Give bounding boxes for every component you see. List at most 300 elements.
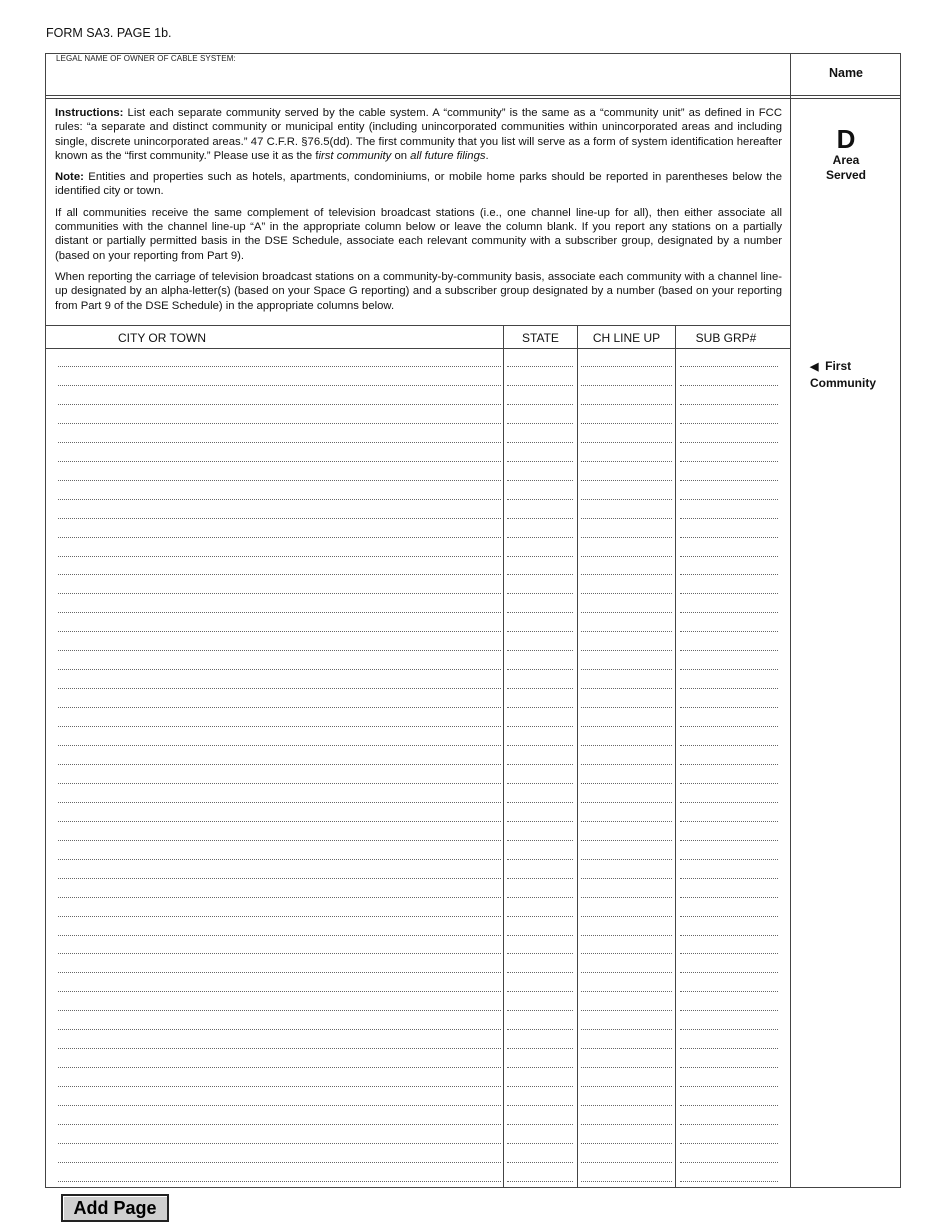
instructions-paragraph xyxy=(55,106,782,163)
state-field[interactable] xyxy=(507,851,573,870)
table-row xyxy=(46,510,790,529)
sub-grp-field[interactable] xyxy=(680,699,778,718)
ch-line-up-field[interactable] xyxy=(581,434,672,453)
dotted-leader xyxy=(507,1124,573,1125)
table-row xyxy=(46,661,790,680)
sub-grp-field[interactable] xyxy=(680,680,778,699)
sub-grp-field[interactable] xyxy=(680,642,778,661)
sub-grp-field[interactable] xyxy=(680,756,778,775)
state-field[interactable] xyxy=(507,870,573,889)
header-divider xyxy=(45,98,901,99)
sidebar-divider xyxy=(790,53,791,1188)
note-paragraph xyxy=(55,170,782,199)
city-field[interactable] xyxy=(58,945,501,964)
table-row xyxy=(46,908,790,927)
ch-line-up-field[interactable] xyxy=(581,813,672,832)
ch-line-up-field[interactable] xyxy=(581,983,672,1002)
ch-line-up-field[interactable] xyxy=(581,756,672,775)
column-header-ch-line-up: CH LINE UP xyxy=(592,331,661,345)
dotted-leader xyxy=(680,574,778,575)
city-field[interactable] xyxy=(58,1097,501,1116)
sub-grp-field[interactable] xyxy=(680,566,778,585)
ch-line-up-field[interactable] xyxy=(581,775,672,794)
city-field[interactable] xyxy=(58,566,501,585)
city-field[interactable] xyxy=(58,472,501,491)
dotted-leader xyxy=(680,366,778,367)
dotted-leader xyxy=(507,1105,573,1106)
dotted-leader xyxy=(581,1181,672,1182)
dotted-leader xyxy=(507,556,573,557)
state-field[interactable] xyxy=(507,585,573,604)
ch-line-up-field[interactable] xyxy=(581,1040,672,1059)
state-field[interactable] xyxy=(507,510,573,529)
dotted-leader xyxy=(507,499,573,500)
state-field[interactable] xyxy=(507,434,573,453)
ch-line-up-field[interactable] xyxy=(581,964,672,983)
table-row xyxy=(46,1154,790,1173)
state-field[interactable] xyxy=(507,548,573,567)
city-field[interactable] xyxy=(58,661,501,680)
table-row xyxy=(46,415,790,434)
table-row xyxy=(46,889,790,908)
dotted-leader xyxy=(58,556,501,557)
sub-grp-field[interactable] xyxy=(680,927,778,946)
sub-grp-field[interactable] xyxy=(680,548,778,567)
dotted-leader xyxy=(581,537,672,538)
ch-line-up-field[interactable] xyxy=(581,870,672,889)
city-field[interactable] xyxy=(58,756,501,775)
dotted-leader xyxy=(507,707,573,708)
dotted-leader xyxy=(680,878,778,879)
city-field[interactable] xyxy=(58,775,501,794)
dotted-leader xyxy=(507,518,573,519)
dotted-leader xyxy=(581,1048,672,1049)
city-field[interactable] xyxy=(58,851,501,870)
column-header-city: CITY OR TOWN xyxy=(117,331,206,345)
city-field[interactable] xyxy=(58,889,501,908)
city-field[interactable] xyxy=(58,737,501,756)
state-field[interactable] xyxy=(507,680,573,699)
dotted-leader xyxy=(680,442,778,443)
city-field[interactable] xyxy=(58,1059,501,1078)
sub-grp-field[interactable] xyxy=(680,472,778,491)
table-row xyxy=(46,604,790,623)
city-field[interactable] xyxy=(58,548,501,567)
dotted-leader xyxy=(58,1029,501,1030)
dotted-leader xyxy=(58,537,501,538)
ch-line-up-field[interactable] xyxy=(581,472,672,491)
state-field[interactable] xyxy=(507,1021,573,1040)
state-field[interactable] xyxy=(507,529,573,548)
ch-line-up-field[interactable] xyxy=(581,1154,672,1173)
sub-grp-field[interactable] xyxy=(680,983,778,1002)
city-field[interactable] xyxy=(58,983,501,1002)
ch-line-up-field[interactable] xyxy=(581,453,672,472)
sub-grp-field[interactable] xyxy=(680,1173,778,1192)
state-field[interactable] xyxy=(507,1135,573,1154)
dotted-leader xyxy=(680,631,778,632)
state-field[interactable] xyxy=(507,927,573,946)
instructions-heading: Instructions: xyxy=(55,107,124,119)
dotted-leader xyxy=(507,480,573,481)
ch-line-up-field[interactable] xyxy=(581,358,672,377)
city-field[interactable] xyxy=(58,964,501,983)
state-field[interactable] xyxy=(507,396,573,415)
sub-grp-field[interactable] xyxy=(680,794,778,813)
sub-grp-field[interactable] xyxy=(680,434,778,453)
dotted-leader xyxy=(58,935,501,936)
ch-line-up-field[interactable] xyxy=(581,529,672,548)
city-field[interactable] xyxy=(58,908,501,927)
add-page-button[interactable]: Add Page xyxy=(61,1194,169,1222)
ch-line-up-field[interactable] xyxy=(581,927,672,946)
ch-line-up-field[interactable] xyxy=(581,889,672,908)
state-field[interactable] xyxy=(507,377,573,396)
sub-grp-field[interactable] xyxy=(680,358,778,377)
dotted-leader xyxy=(680,764,778,765)
table-row xyxy=(46,566,790,585)
ch-line-up-field[interactable] xyxy=(581,377,672,396)
sub-grp-field[interactable] xyxy=(680,718,778,737)
dotted-leader xyxy=(58,631,501,632)
sub-grp-field[interactable] xyxy=(680,415,778,434)
dotted-leader xyxy=(58,878,501,879)
dotted-leader xyxy=(680,840,778,841)
dotted-leader xyxy=(680,1143,778,1144)
city-field[interactable] xyxy=(58,434,501,453)
ch-line-up-field[interactable] xyxy=(581,1002,672,1021)
dotted-leader xyxy=(58,707,501,708)
instructions-text: List each separate community served by the cable system. A “community” is the same as a “community unit” as defined in FCC rules: “a separate and distinct community or municipal entity (including unincorporated communities within unincorporated areas and including single, discrete unincorporated areas.” 47 C.F.R. §76.5(dd). The first community that you list will serve as a form of system identification hereafter known as the “first community.” Please use it as the f xyxy=(55,107,782,162)
ch-line-up-field[interactable] xyxy=(581,1173,672,1192)
table-row xyxy=(46,870,790,889)
state-field[interactable] xyxy=(507,1059,573,1078)
sub-grp-field[interactable] xyxy=(680,453,778,472)
city-field[interactable] xyxy=(58,1021,501,1040)
table-row xyxy=(46,699,790,718)
ch-line-up-field[interactable] xyxy=(581,737,672,756)
sub-grp-field[interactable] xyxy=(680,1097,778,1116)
table-row xyxy=(46,377,790,396)
sub-grp-field[interactable] xyxy=(680,529,778,548)
ch-line-up-field[interactable] xyxy=(581,510,672,529)
state-field[interactable] xyxy=(507,889,573,908)
state-field[interactable] xyxy=(507,453,573,472)
sub-grp-field[interactable] xyxy=(680,661,778,680)
city-field[interactable] xyxy=(58,1154,501,1173)
ch-line-up-field[interactable] xyxy=(581,908,672,927)
dotted-leader xyxy=(581,556,672,557)
dotted-leader xyxy=(680,461,778,462)
city-field[interactable] xyxy=(58,510,501,529)
legal-name-field[interactable] xyxy=(55,64,789,94)
dotted-leader xyxy=(507,385,573,386)
ch-line-up-field[interactable] xyxy=(581,548,672,567)
dotted-leader xyxy=(581,423,672,424)
sub-grp-field[interactable] xyxy=(680,377,778,396)
dotted-leader xyxy=(680,897,778,898)
city-field[interactable] xyxy=(58,699,501,718)
dotted-leader xyxy=(507,574,573,575)
dotted-leader xyxy=(58,669,501,670)
ch-line-up-field[interactable] xyxy=(581,699,672,718)
sub-grp-field[interactable] xyxy=(680,1021,778,1040)
table-row xyxy=(46,623,790,642)
table-row xyxy=(46,1097,790,1116)
city-field[interactable] xyxy=(58,1040,501,1059)
state-field[interactable] xyxy=(507,472,573,491)
ch-line-up-field[interactable] xyxy=(581,415,672,434)
dotted-leader xyxy=(581,1143,672,1144)
table-row xyxy=(46,832,790,851)
city-field[interactable] xyxy=(58,396,501,415)
state-field[interactable] xyxy=(507,1040,573,1059)
city-field[interactable] xyxy=(58,585,501,604)
table-row xyxy=(46,983,790,1002)
city-field[interactable] xyxy=(58,604,501,623)
dotted-leader xyxy=(507,461,573,462)
sub-grp-field[interactable] xyxy=(680,510,778,529)
state-field[interactable] xyxy=(507,756,573,775)
dotted-leader xyxy=(58,1181,501,1182)
dotted-leader xyxy=(581,574,672,575)
city-field[interactable] xyxy=(58,415,501,434)
instructions-emphasis: irst community xyxy=(318,149,392,162)
dotted-leader xyxy=(507,1048,573,1049)
dotted-leader xyxy=(507,821,573,822)
state-field[interactable] xyxy=(507,1173,573,1192)
city-field[interactable] xyxy=(58,1116,501,1135)
ch-line-up-field[interactable] xyxy=(581,851,672,870)
dotted-leader xyxy=(680,1162,778,1163)
sub-grp-field[interactable] xyxy=(680,737,778,756)
table-header-border xyxy=(45,348,791,349)
state-field[interactable] xyxy=(507,661,573,680)
dotted-leader xyxy=(507,1181,573,1182)
ch-line-up-field[interactable] xyxy=(581,718,672,737)
state-field[interactable] xyxy=(507,699,573,718)
dotted-leader xyxy=(507,726,573,727)
ch-line-up-field[interactable] xyxy=(581,1135,672,1154)
dotted-leader xyxy=(581,935,672,936)
sub-grp-field[interactable] xyxy=(680,623,778,642)
ch-line-up-field[interactable] xyxy=(581,945,672,964)
ch-line-up-field[interactable] xyxy=(581,566,672,585)
ch-line-up-field[interactable] xyxy=(581,1078,672,1097)
dotted-leader xyxy=(680,1010,778,1011)
ch-line-up-field[interactable] xyxy=(581,604,672,623)
dotted-leader xyxy=(680,1067,778,1068)
state-field[interactable] xyxy=(507,1078,573,1097)
dotted-leader xyxy=(58,953,501,954)
city-field[interactable] xyxy=(58,1078,501,1097)
sub-grp-field[interactable] xyxy=(680,832,778,851)
ch-line-up-field[interactable] xyxy=(581,1021,672,1040)
state-field[interactable] xyxy=(507,908,573,927)
dotted-leader xyxy=(680,1181,778,1182)
ch-line-up-field[interactable] xyxy=(581,585,672,604)
ch-line-up-field[interactable] xyxy=(581,1059,672,1078)
sub-grp-field[interactable] xyxy=(680,1116,778,1135)
dotted-leader xyxy=(680,783,778,784)
sub-grp-field[interactable] xyxy=(680,604,778,623)
state-field[interactable] xyxy=(507,813,573,832)
sub-grp-field[interactable] xyxy=(680,775,778,794)
sub-grp-field[interactable] xyxy=(680,1002,778,1021)
state-field[interactable] xyxy=(507,1116,573,1135)
city-field[interactable] xyxy=(58,813,501,832)
state-field[interactable] xyxy=(507,718,573,737)
dotted-leader xyxy=(581,404,672,405)
dotted-leader xyxy=(507,916,573,917)
city-field[interactable] xyxy=(58,718,501,737)
dotted-leader xyxy=(680,745,778,746)
city-field[interactable] xyxy=(58,623,501,642)
dotted-leader xyxy=(581,802,672,803)
dotted-leader xyxy=(58,1105,501,1106)
state-field[interactable] xyxy=(507,794,573,813)
dotted-leader xyxy=(680,612,778,613)
note-heading: Note: xyxy=(55,171,84,184)
ch-line-up-field[interactable] xyxy=(581,1116,672,1135)
dotted-leader xyxy=(680,935,778,936)
sub-grp-field[interactable] xyxy=(680,908,778,927)
sub-grp-field[interactable] xyxy=(680,945,778,964)
dotted-leader xyxy=(58,1162,501,1163)
dotted-leader xyxy=(680,688,778,689)
dotted-leader xyxy=(581,461,672,462)
state-field[interactable] xyxy=(507,415,573,434)
ch-line-up-field[interactable] xyxy=(581,680,672,699)
ch-line-up-field[interactable] xyxy=(581,661,672,680)
city-field[interactable] xyxy=(58,358,501,377)
state-field[interactable] xyxy=(507,737,573,756)
ch-line-up-field[interactable] xyxy=(581,491,672,510)
sub-grp-field[interactable] xyxy=(680,1154,778,1173)
instructions-paragraph: If all communities receive the same complement of television broadcast stations (i.e., one channel line-up for all), then either associate all communities with the channel line-up “A” in the appropriate column below or leave the column blank. If you report any stations on a partially distant or partially permitted basis in the DSE Schedule, associate each relevant community with a subscriber group, designated by a number (based on your reporting from Part 9). xyxy=(55,206,782,262)
sub-grp-field[interactable] xyxy=(680,1078,778,1097)
instructions-emphasis: all future filings xyxy=(410,149,486,162)
state-field[interactable] xyxy=(507,623,573,642)
column-header-sub-grp: SUB GRP# xyxy=(695,331,757,345)
dotted-leader xyxy=(507,897,573,898)
ch-line-up-field[interactable] xyxy=(581,794,672,813)
dotted-leader xyxy=(507,878,573,879)
dotted-leader xyxy=(581,1124,672,1125)
sub-grp-field[interactable] xyxy=(680,396,778,415)
dotted-leader xyxy=(507,802,573,803)
dotted-leader xyxy=(507,953,573,954)
dotted-leader xyxy=(507,537,573,538)
ch-line-up-field[interactable] xyxy=(581,832,672,851)
dotted-leader xyxy=(680,707,778,708)
state-field[interactable] xyxy=(507,1154,573,1173)
state-field[interactable] xyxy=(507,491,573,510)
state-field[interactable] xyxy=(507,358,573,377)
dotted-leader xyxy=(507,612,573,613)
dotted-leader xyxy=(507,366,573,367)
state-field[interactable] xyxy=(507,832,573,851)
dotted-leader xyxy=(581,764,672,765)
sub-grp-field[interactable] xyxy=(680,585,778,604)
city-field[interactable] xyxy=(58,1135,501,1154)
dotted-leader xyxy=(507,764,573,765)
table-row xyxy=(46,1002,790,1021)
sub-grp-field[interactable] xyxy=(680,491,778,510)
dotted-leader xyxy=(680,1086,778,1087)
dotted-leader xyxy=(58,385,501,386)
note-text: Entities and properties such as hotels, apartments, condominiums, or mobile home parks should be reported in parentheses below the identified city or town. xyxy=(55,171,782,198)
state-field[interactable] xyxy=(507,604,573,623)
dotted-leader xyxy=(680,859,778,860)
table-row xyxy=(46,775,790,794)
dotted-leader xyxy=(581,631,672,632)
dotted-leader xyxy=(58,991,501,992)
space-title-line: Area xyxy=(832,153,860,167)
sub-grp-field[interactable] xyxy=(680,851,778,870)
sub-grp-field[interactable] xyxy=(680,870,778,889)
city-field[interactable] xyxy=(58,1002,501,1021)
sub-grp-field[interactable] xyxy=(680,813,778,832)
sub-grp-field[interactable] xyxy=(680,1040,778,1059)
state-field[interactable] xyxy=(507,1097,573,1116)
city-field[interactable] xyxy=(58,870,501,889)
dotted-leader xyxy=(680,1029,778,1030)
sub-grp-field[interactable] xyxy=(680,1059,778,1078)
dotted-leader xyxy=(581,916,672,917)
left-arrow-icon: ◀ xyxy=(810,361,819,373)
dotted-leader xyxy=(680,423,778,424)
dotted-leader xyxy=(507,783,573,784)
dotted-leader xyxy=(58,972,501,973)
city-field[interactable] xyxy=(58,377,501,396)
first-community-marker xyxy=(810,358,876,391)
state-field[interactable] xyxy=(507,642,573,661)
city-field[interactable] xyxy=(58,832,501,851)
table-top-border xyxy=(45,325,791,326)
city-field[interactable] xyxy=(58,491,501,510)
table-row xyxy=(46,794,790,813)
state-field[interactable] xyxy=(507,964,573,983)
state-field[interactable] xyxy=(507,945,573,964)
ch-line-up-field[interactable] xyxy=(581,623,672,642)
ch-line-up-field[interactable] xyxy=(581,642,672,661)
dotted-leader xyxy=(58,1067,501,1068)
state-field[interactable] xyxy=(507,1002,573,1021)
city-field[interactable] xyxy=(58,680,501,699)
dotted-leader xyxy=(680,499,778,500)
city-field[interactable] xyxy=(58,794,501,813)
city-field[interactable] xyxy=(58,927,501,946)
table-row xyxy=(46,964,790,983)
state-field[interactable] xyxy=(507,775,573,794)
city-field[interactable] xyxy=(58,529,501,548)
dotted-leader xyxy=(680,802,778,803)
sub-grp-field[interactable] xyxy=(680,889,778,908)
dotted-leader xyxy=(507,593,573,594)
city-field[interactable] xyxy=(58,642,501,661)
city-field[interactable] xyxy=(58,453,501,472)
dotted-leader xyxy=(581,1029,672,1030)
state-field[interactable] xyxy=(507,983,573,1002)
table-row xyxy=(46,718,790,737)
sub-grp-field[interactable] xyxy=(680,1135,778,1154)
ch-line-up-field[interactable] xyxy=(581,1097,672,1116)
ch-line-up-field[interactable] xyxy=(581,396,672,415)
sub-grp-field[interactable] xyxy=(680,964,778,983)
state-field[interactable] xyxy=(507,566,573,585)
city-field[interactable] xyxy=(58,1173,501,1192)
